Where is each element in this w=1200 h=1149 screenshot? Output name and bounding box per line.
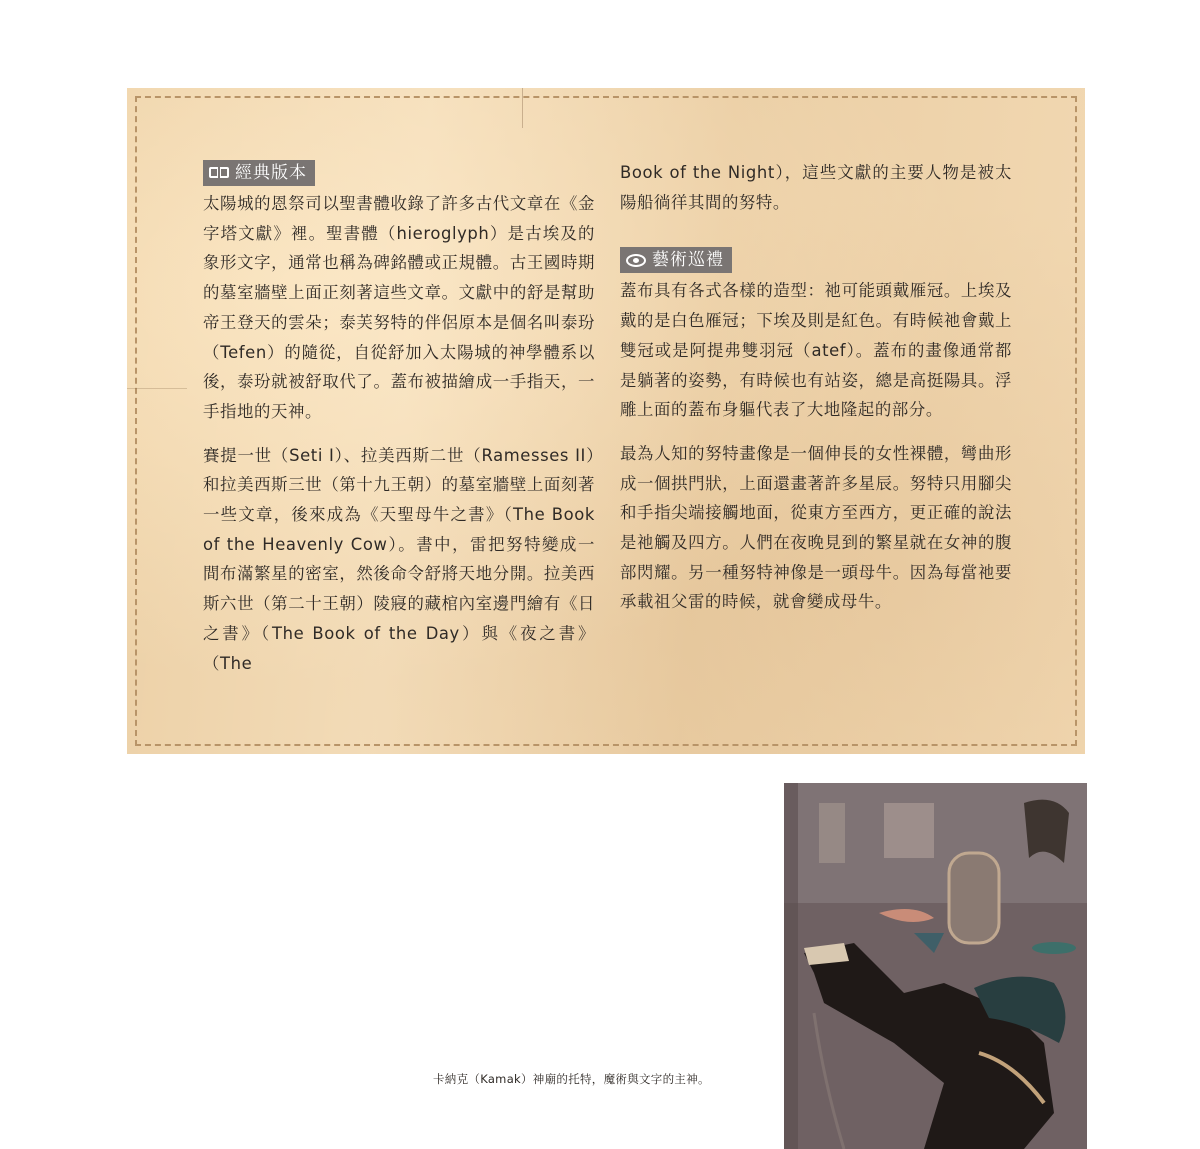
eye-icon — [626, 254, 646, 267]
right-column — [620, 158, 1012, 617]
thoth-relief-photo — [784, 783, 1087, 1149]
open-book-icon — [209, 166, 229, 180]
thoth-relief-illustration — [784, 783, 1087, 1149]
body-paragraph: 太陽城的恩祭司以聖書體收錄了許多古代文章在《金字塔文獻》裡。聖書體（hieroglyph）是古埃及的象形文字，通常也稱為碑銘體或正規體。古王國時期的墓室牆壁上面正刻著這些文章。文獻中的舒是幫助帝王登天的雲朵；泰芙努特的伴侶原本是個名叫泰玢（Tefen）的隨從，自從舒加入太陽城的神學體系以後，泰玢就被舒取代了。蓋布被描繪成一手指天，一手指地的天神。 — [203, 194, 595, 421]
badge-label: 藝術巡禮 — [652, 250, 724, 271]
paper-crease — [522, 88, 523, 128]
body-paragraph: 賽提一世（Seti I）、拉美西斯二世（Ramesses II）和拉美西斯三世（第十九王朝）的墓室牆壁上面刻著一些文章，後來成為《天聖母牛之書》（The Book of the Heavenly Cow）。書中，雷把努特變成一間布滿繁星的密室，然後命令舒將天地分開。拉美西斯六世（第二十王朝）陵寢的藏棺內室邊門繪有《日之書》（The Book of the Day）與《夜之書》（The — [203, 445, 595, 673]
body-paragraph: 蓋布具有各式各樣的造型：祂可能頭戴雁冠。上埃及戴的是白色雁冠；下埃及則是紅色。有時候祂會戴上雙冠或是阿提弗雙羽冠（atef）。蓋布的畫像通常都是躺著的姿勢，有時候也有站姿，總是高挺陽具。浮雕上面的蓋布身軀代表了大地隆起的部分。 — [620, 281, 1012, 420]
section-badge-classic-edition — [203, 160, 315, 186]
badge-label: 經典版本 — [235, 163, 307, 183]
parchment-panel — [127, 88, 1085, 754]
body-paragraph: 最為人知的努特畫像是一個伸長的女性裸體，彎曲形成一個拱門狀，上面還畫著許多星辰。努特只用腳尖和手指尖端接觸地面，從東方至西方，更正確的說法是祂觸及四方。人們在夜晚見到的繁星就在女神的腹部閃耀。另一種努特神像是一頭母牛。因為每當祂要承載祖父雷的時候，就會變成母牛。 — [620, 443, 1012, 612]
section-badge-art-tour — [620, 247, 732, 273]
continued-paragraph: Book of the Night），這些文獻的主要人物是被太陽船徜徉其間的努特。 — [620, 163, 1012, 212]
paper-crease — [127, 388, 187, 389]
figure-caption: 卡納克（Kamak）神廟的托特，魔術與文字的主神。 — [433, 1072, 710, 1086]
left-column — [203, 160, 595, 678]
